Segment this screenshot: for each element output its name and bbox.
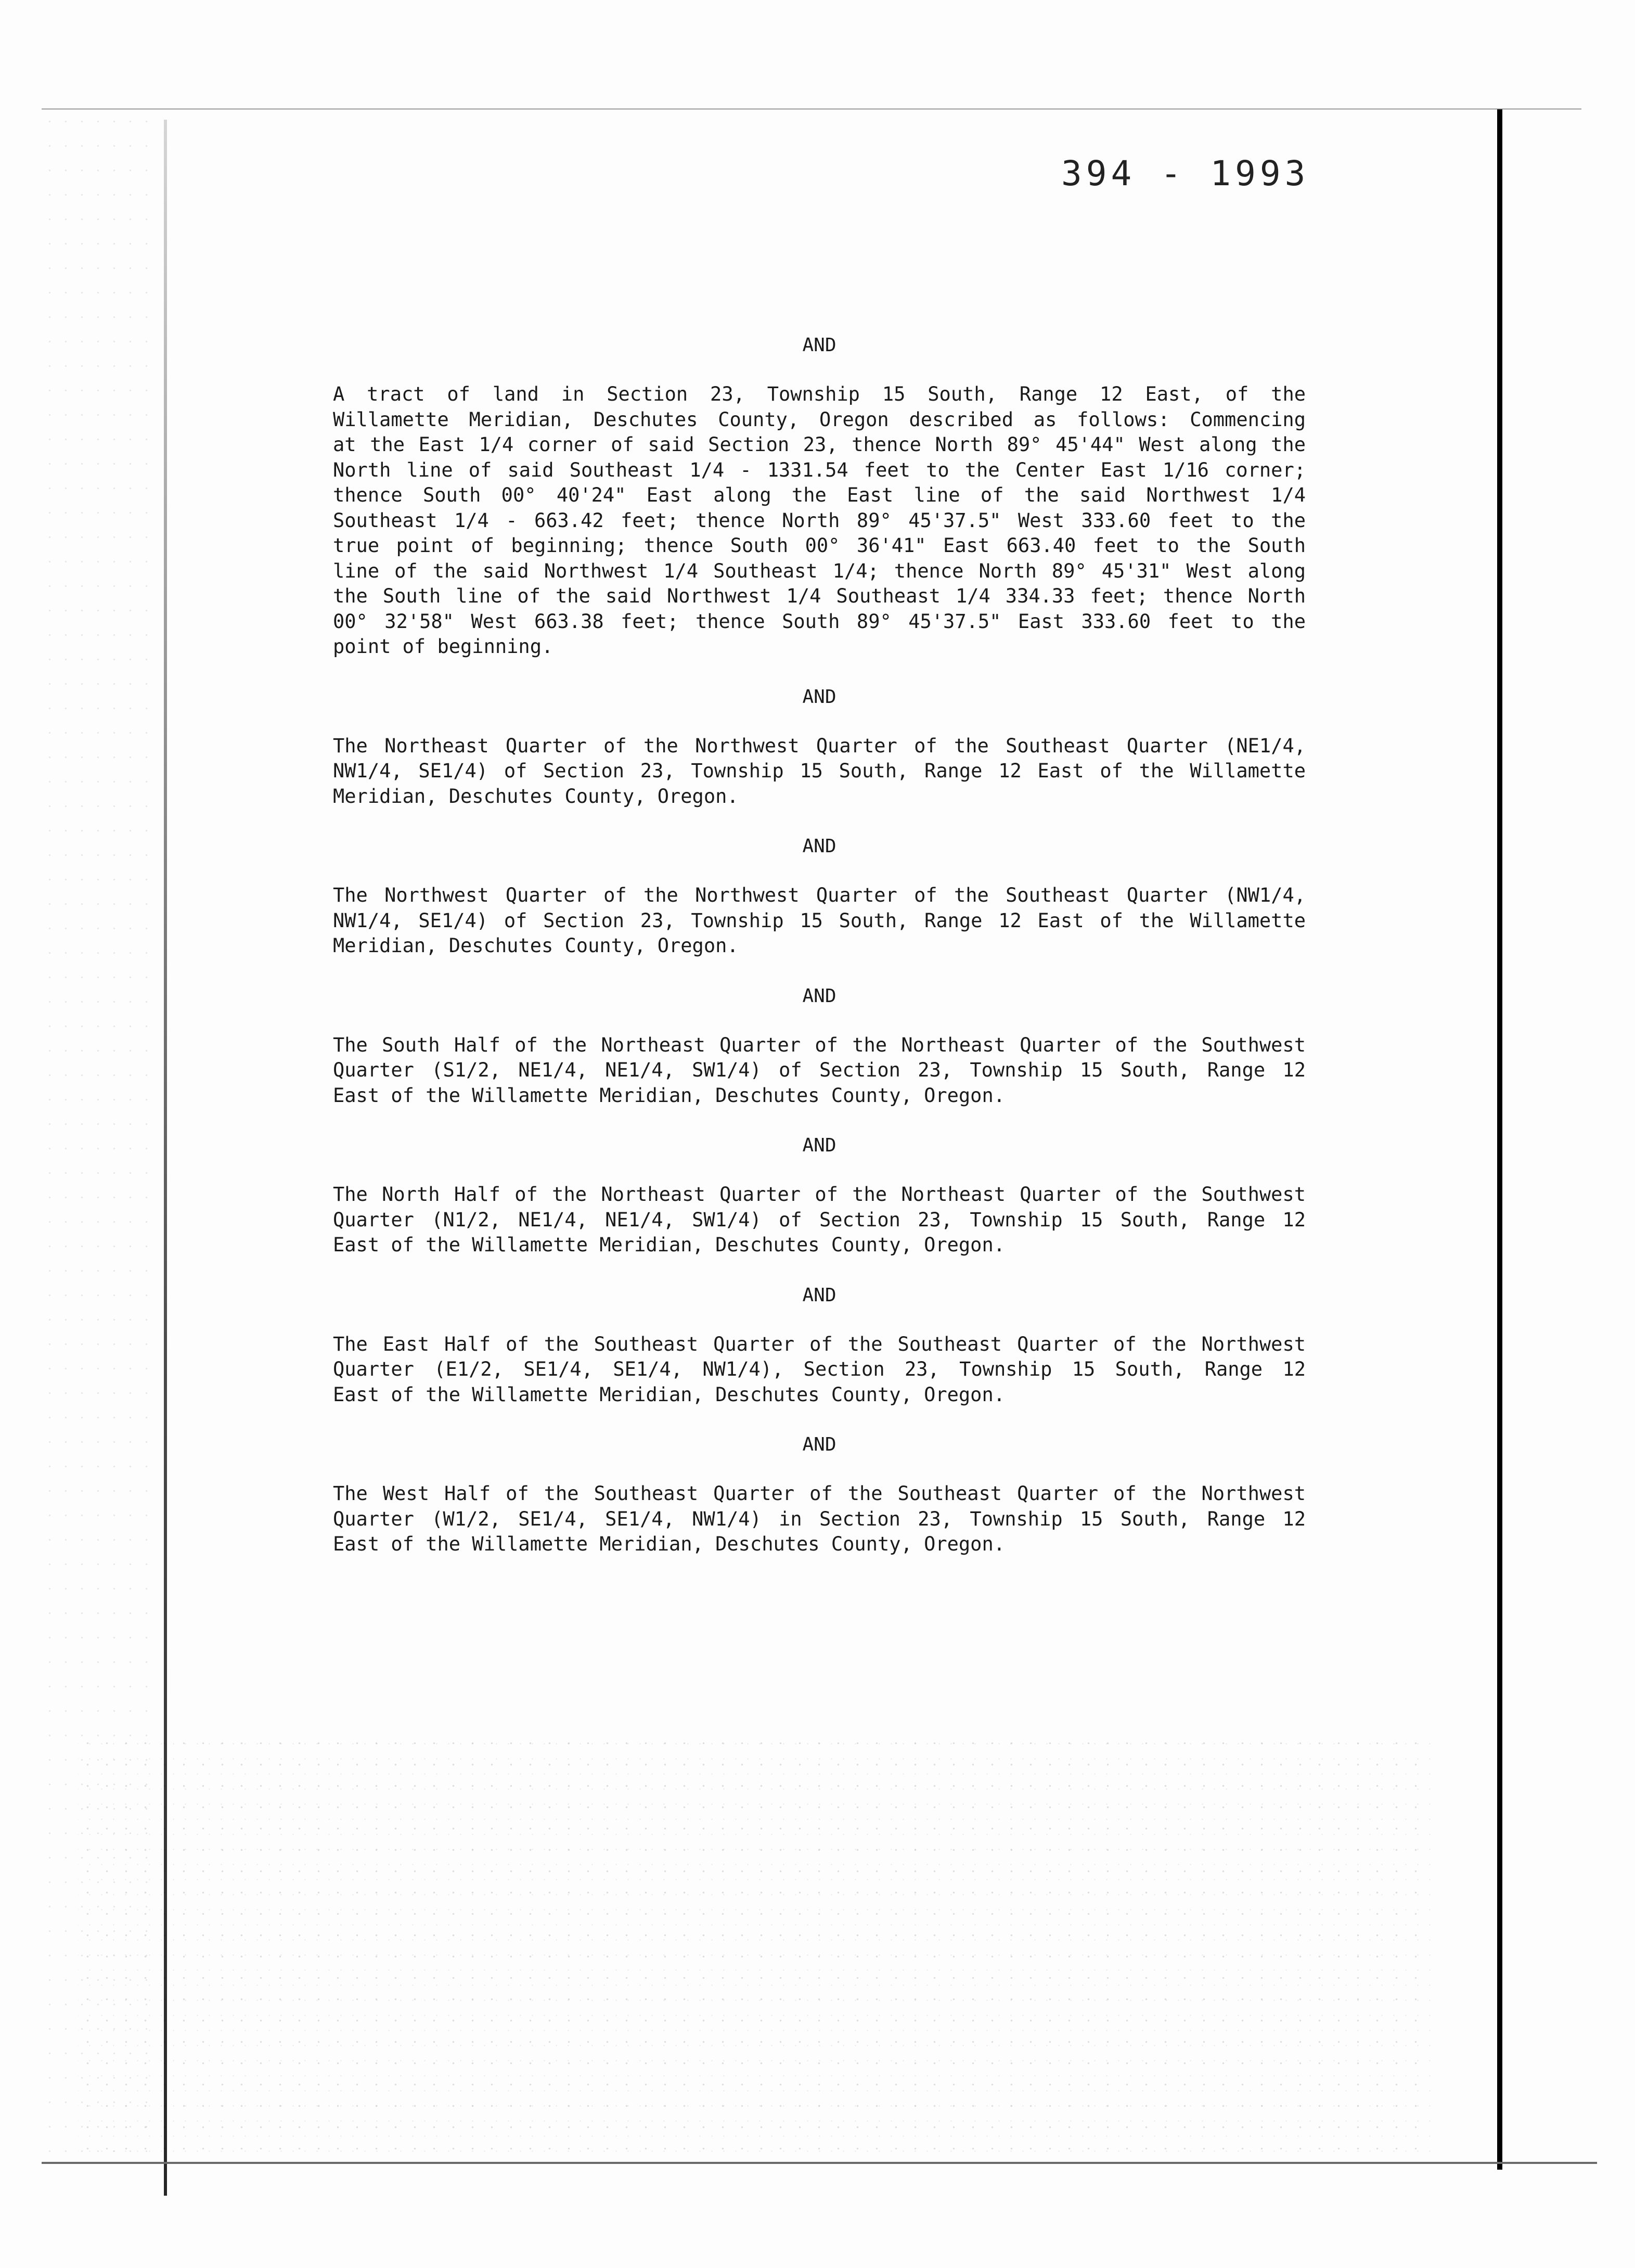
text-line: line of the said Northwest 1/4 Southeast 1/4; thence North 89° 45'31" West along: [333, 559, 1306, 582]
text-line: NW1/4, SE1/4) of Section 23, Township 15 South, Range 12 East of the Willamette: [333, 909, 1306, 932]
text-line: Quarter (W1/2, SE1/4, SE1/4, NW1/4) in Section 23, Township 15 South, Range 12: [333, 1507, 1306, 1530]
text-line: Quarter (N1/2, NE1/4, NE1/4, SW1/4) of Section 23, Township 15 South, Range 12: [333, 1208, 1306, 1231]
section-separator: AND: [802, 1434, 836, 1455]
scan-edge-right: [1497, 109, 1502, 2170]
parcel-description: [333, 883, 1306, 959]
scan-noise-bottom: [78, 1733, 1431, 2164]
parcel-description: [333, 734, 1306, 810]
text-line: The South Half of the Northeast Quarter of the Northeast Quarter of the Southwest: [333, 1033, 1306, 1056]
scan-edge-bottom: [42, 2162, 1597, 2164]
text-line: Southeast 1/4 - 663.42 feet; thence North 89° 45'37.5" West 333.60 feet to the: [333, 509, 1306, 532]
parcel-description: [333, 1481, 1306, 1557]
section-separator: AND: [802, 836, 836, 857]
text-line: NW1/4, SE1/4) of Section 23, Township 15 South, Range 12 East of the Willamette: [333, 760, 1306, 782]
text-line: at the East 1/4 corner of said Section 23, thence North 89° 45'44" West along the: [333, 433, 1306, 456]
parcel-description: [333, 382, 1306, 660]
text-line: true point of beginning; thence South 00° 36'41" East 663.40 feet to the South: [333, 534, 1306, 557]
text-line: thence South 00° 40'24" East along the East line of the said Northwest 1/4: [333, 484, 1306, 506]
section-separator: AND: [802, 686, 836, 708]
text-line: the South line of the said Northwest 1/4 Southeast 1/4 334.33 feet; thence North: [333, 585, 1306, 607]
text-line: East of the Willamette Meridian, Deschutes County, Oregon.: [333, 1533, 1006, 1555]
text-line: The East Half of the Southeast Quarter of the Southeast Quarter of the Northwest: [333, 1332, 1306, 1355]
text-line: East of the Willamette Meridian, Deschutes County, Oregon.: [333, 1383, 1006, 1406]
text-line: 00° 32'58" West 663.38 feet; thence South 89° 45'37.5" East 333.60 feet to the: [333, 610, 1306, 633]
section-separator: AND: [802, 1284, 836, 1306]
text-line: The West Half of the Southeast Quarter of the Southeast Quarter of the Northwest: [333, 1482, 1306, 1505]
page-number: 394 - 1993: [1061, 153, 1310, 194]
text-line: The Northwest Quarter of the Northwest Quarter of the Southeast Quarter (NW1/4,: [333, 884, 1306, 906]
section-separator: AND: [802, 1135, 836, 1156]
text-line: Meridian, Deschutes County, Oregon.: [333, 934, 739, 957]
text-line: A tract of land in Section 23, Township 15 South, Range 12 East, of the: [333, 383, 1306, 405]
text-line: East of the Willamette Meridian, Deschutes County, Oregon.: [333, 1084, 1006, 1107]
section-separator: AND: [802, 985, 836, 1007]
text-line: The Northeast Quarter of the Northwest Quarter of the Southeast Quarter (NE1/4,: [333, 734, 1306, 757]
section-separator: AND: [802, 335, 836, 356]
scan-edge-left: [164, 120, 167, 2196]
text-line: Quarter (E1/2, SE1/4, SE1/4, NW1/4), Section 23, Township 15 South, Range 12: [333, 1358, 1306, 1380]
legal-description: [333, 333, 1306, 1582]
parcel-description: [333, 1332, 1306, 1408]
text-line: The North Half of the Northeast Quarter of the Northeast Quarter of the Southwest: [333, 1183, 1306, 1206]
text-line: East of the Willamette Meridian, Deschutes County, Oregon.: [333, 1234, 1006, 1256]
text-line: North line of said Southeast 1/4 - 1331.54 feet to the Center East 1/16 corner;: [333, 458, 1306, 481]
text-line: point of beginning.: [333, 635, 553, 658]
scan-edge-top: [42, 108, 1581, 110]
text-line: Meridian, Deschutes County, Oregon.: [333, 785, 739, 808]
parcel-description: [333, 1182, 1306, 1258]
parcel-description: [333, 1033, 1306, 1109]
text-line: Quarter (S1/2, NE1/4, NE1/4, SW1/4) of Section 23, Township 15 South, Range 12: [333, 1059, 1306, 1081]
text-line: Willamette Meridian, Deschutes County, Oregon described as follows: Commencing: [333, 408, 1306, 431]
